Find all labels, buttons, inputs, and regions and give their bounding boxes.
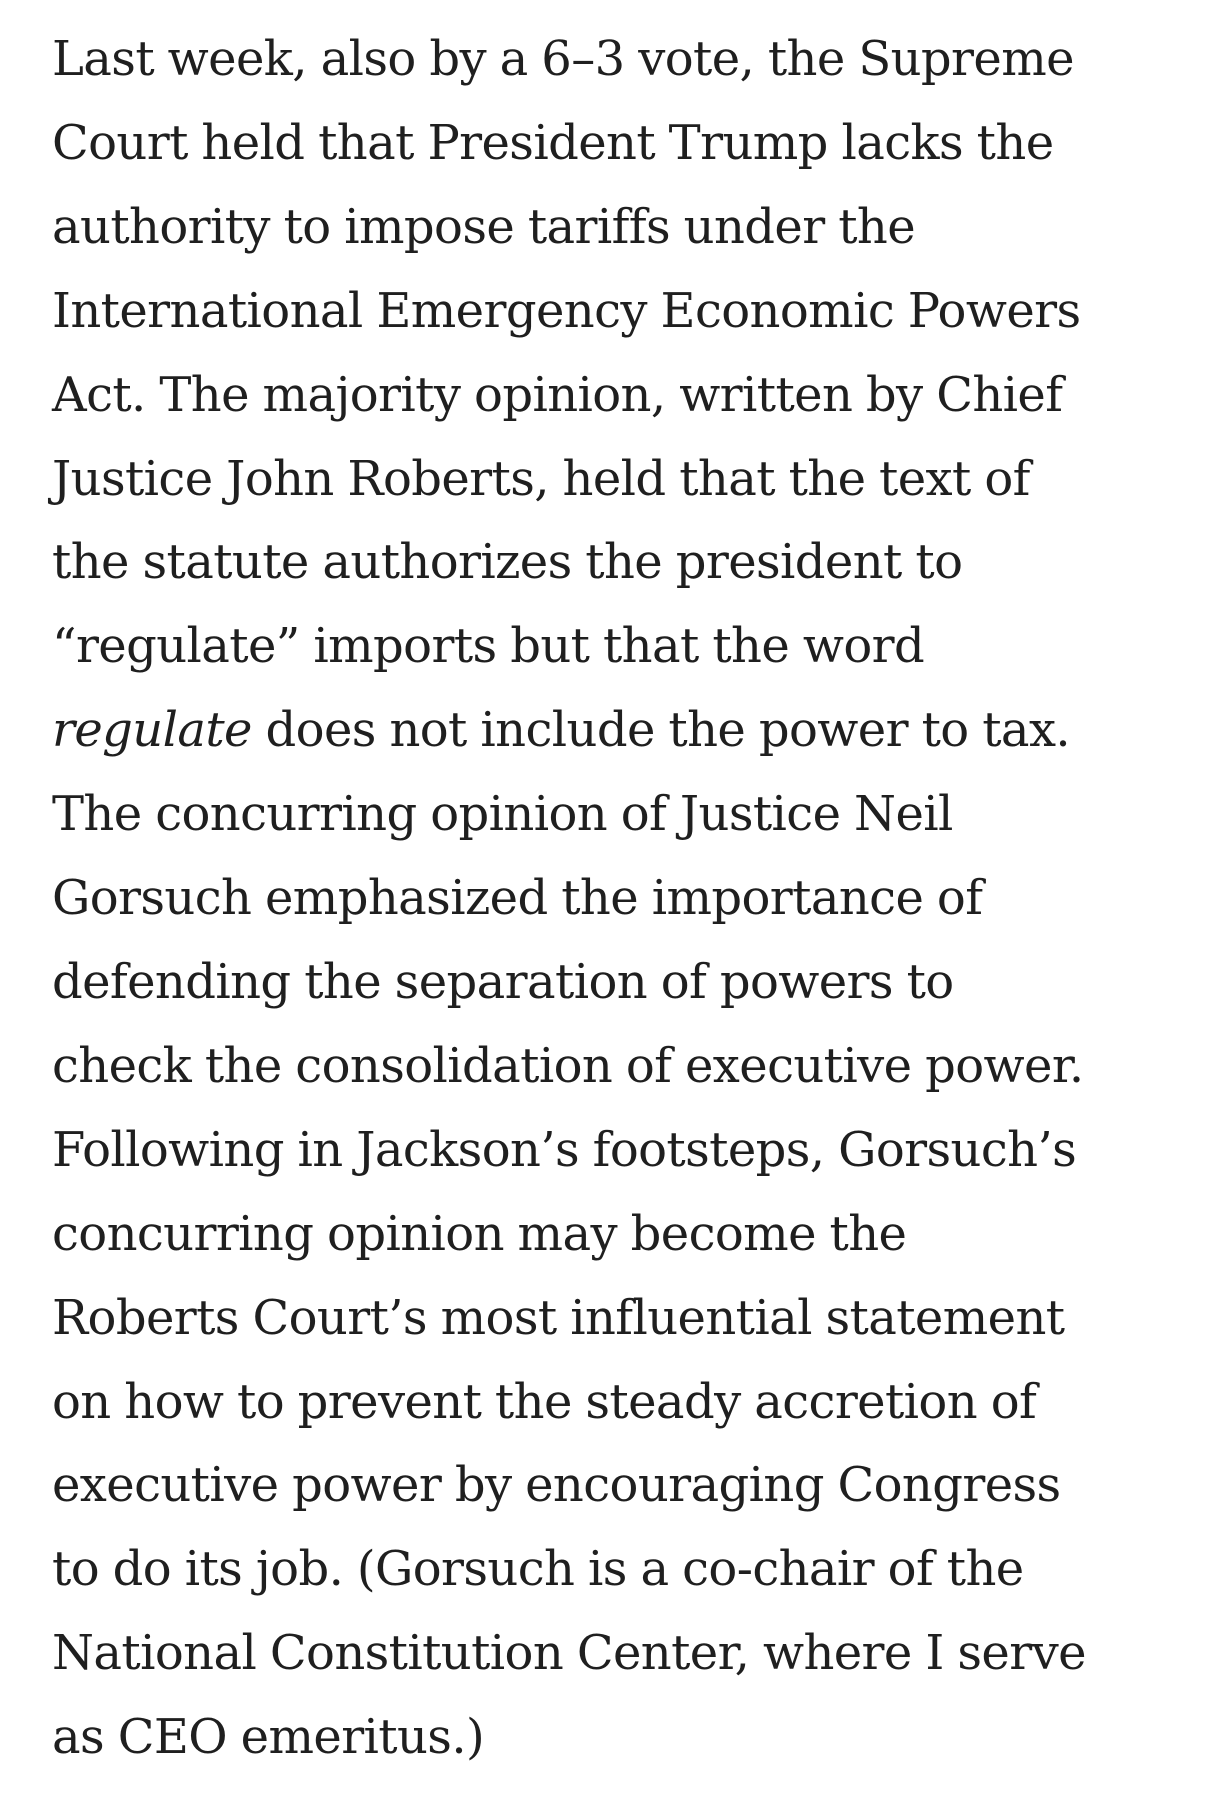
italic-term: regulate	[52, 702, 252, 759]
paragraph-line	[52, 773, 1162, 857]
paragraph-line	[52, 18, 1162, 102]
paragraph-line	[52, 270, 1162, 354]
line-text: Following in Jackson’s footsteps, Gorsuch’s	[52, 1121, 1077, 1178]
paragraph-line	[52, 1696, 1162, 1780]
paragraph-line	[52, 186, 1162, 270]
paragraph-line	[52, 1025, 1162, 1109]
paragraph-line	[52, 857, 1162, 941]
line-text: “regulate” imports but that the word	[52, 618, 925, 675]
paragraph-line	[52, 1277, 1162, 1361]
line-text: the statute authorizes the president to	[52, 534, 963, 591]
line-text: Gorsuch emphasized the importance of	[52, 870, 983, 927]
paragraph-line	[52, 1109, 1162, 1193]
line-text: International Emergency Economic Powers	[52, 282, 1081, 339]
line-text: The concurring opinion of Justice Neil	[52, 786, 953, 843]
paragraph-line	[52, 438, 1162, 522]
article-paragraph	[52, 18, 1162, 1780]
line-text: check the consolidation of executive power.	[52, 1037, 1084, 1094]
line-text: Last week, also by a 6–3 vote, the Supreme	[52, 31, 1074, 87]
paragraph-line	[52, 941, 1162, 1025]
paragraph-line	[52, 354, 1162, 438]
paragraph-line	[52, 605, 1162, 689]
line-text: does not include the power to tax.	[251, 702, 1071, 759]
paragraph-line	[52, 1444, 1162, 1528]
paragraph-line	[52, 1528, 1162, 1612]
line-text: Act. The majority opinion, written by Chief	[52, 366, 1063, 423]
line-text: concurring opinion may become the	[52, 1205, 907, 1262]
paragraph-line	[52, 521, 1162, 605]
line-text: defending the separation of powers to	[52, 953, 954, 1010]
line-text: on how to prevent the steady accretion of	[52, 1373, 1037, 1430]
paragraph-line	[52, 1612, 1162, 1696]
paragraph-line	[52, 1361, 1162, 1445]
paragraph-line	[52, 1193, 1162, 1277]
line-text: Roberts Court’s most influential statement	[52, 1289, 1065, 1346]
line-text: as CEO emeritus.)	[52, 1709, 485, 1766]
line-text: to do its job. (Gorsuch is a co-chair of the	[52, 1541, 1024, 1598]
line-text: Justice John Roberts, held that the text of	[52, 450, 1030, 507]
paragraph-line	[52, 102, 1162, 186]
line-text: Court held that President Trump lacks the	[52, 114, 1054, 171]
line-text: National Constitution Center, where I serve	[52, 1625, 1086, 1682]
line-text: authority to impose tariffs under the	[52, 198, 916, 255]
paragraph-line	[52, 689, 1162, 773]
line-text: executive power by encouraging Congress	[52, 1457, 1061, 1514]
